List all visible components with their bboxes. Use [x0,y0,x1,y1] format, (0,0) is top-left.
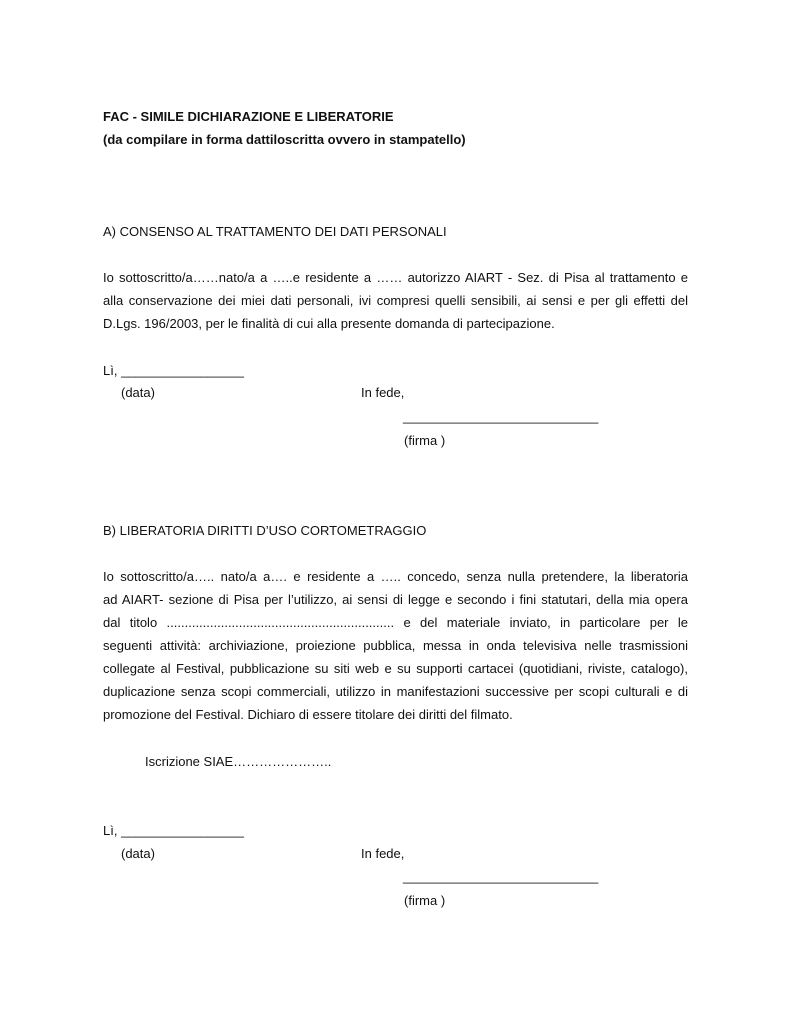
section-a-in-fede: In fede, [361,385,405,400]
section-b-line: ad AIART- sezione di Pisa per l’utilizzo, ai sensi di legge e secondo i fini statutari, della mia opera [103,592,688,607]
section-b-heading: B) LIBERATORIA DIRITTI D’USO CORTOMETRAGGIO [103,523,427,538]
section-b-in-fede: In fede, [361,846,405,861]
document-title: FAC - SIMILE DICHIARAZIONE E LIBERATORIE [103,109,394,124]
section-a-line: D.Lgs. 196/2003, per le finalità di cui alla presente domanda di partecipazione. [103,316,555,331]
section-b-date-label: (data) [121,846,155,861]
section-b-place-line: Lì, _________________ [103,823,244,838]
section-a-heading: A) CONSENSO AL TRATTAMENTO DEI DATI PERSONALI [103,224,447,239]
section-b-line: duplicazione senza scopi commerciali, utilizzo in manifestazioni successive per scopi culturali e di [103,684,688,699]
section-a-date-label: (data) [121,385,155,400]
section-b-line: collegate al Festival, pubblicazione su siti web e su supporti cartacei (quotidiani, riviste, catalogo), [103,661,688,676]
section-a-line: alla conservazione dei miei dati personali, ivi compresi quelli sensibili, ai sensi e per gli effetti del [103,293,688,308]
section-a-place-line: Lì, _________________ [103,363,244,378]
section-b-body [103,565,688,726]
section-b-line: promozione del Festival. Dichiaro di essere titolare dei diritti del filmato. [103,707,513,722]
section-b-signature-line: ___________________________ [403,869,599,884]
document-subtitle: (da compilare in forma dattiloscritta ovvero in stampatello) [103,132,466,147]
section-a-body [103,266,688,335]
section-b-line: Io sottoscritto/a….. nato/a a…. e residente a ….. concedo, senza nulla pretendere, la liberatoria [103,569,688,584]
section-b-signature-label: (firma ) [404,893,446,908]
section-a-signature-line: ___________________________ [403,409,599,424]
siae-registration: Iscrizione SIAE………………….. [145,754,332,769]
section-b-line: dal titolo ............................................................... e del materiale inviato, in particolare per le [103,615,688,630]
section-a-signature-label: (firma ) [404,433,446,448]
section-a-line: Io sottoscritto/a……nato/a a …..e residente a …… autorizzo AIART - Sez. di Pisa al trattamento e [103,270,688,285]
section-b-line: seguenti attività: archiviazione, proiezione pubblica, messa in onda televisiva nelle trasmissioni [103,638,688,653]
